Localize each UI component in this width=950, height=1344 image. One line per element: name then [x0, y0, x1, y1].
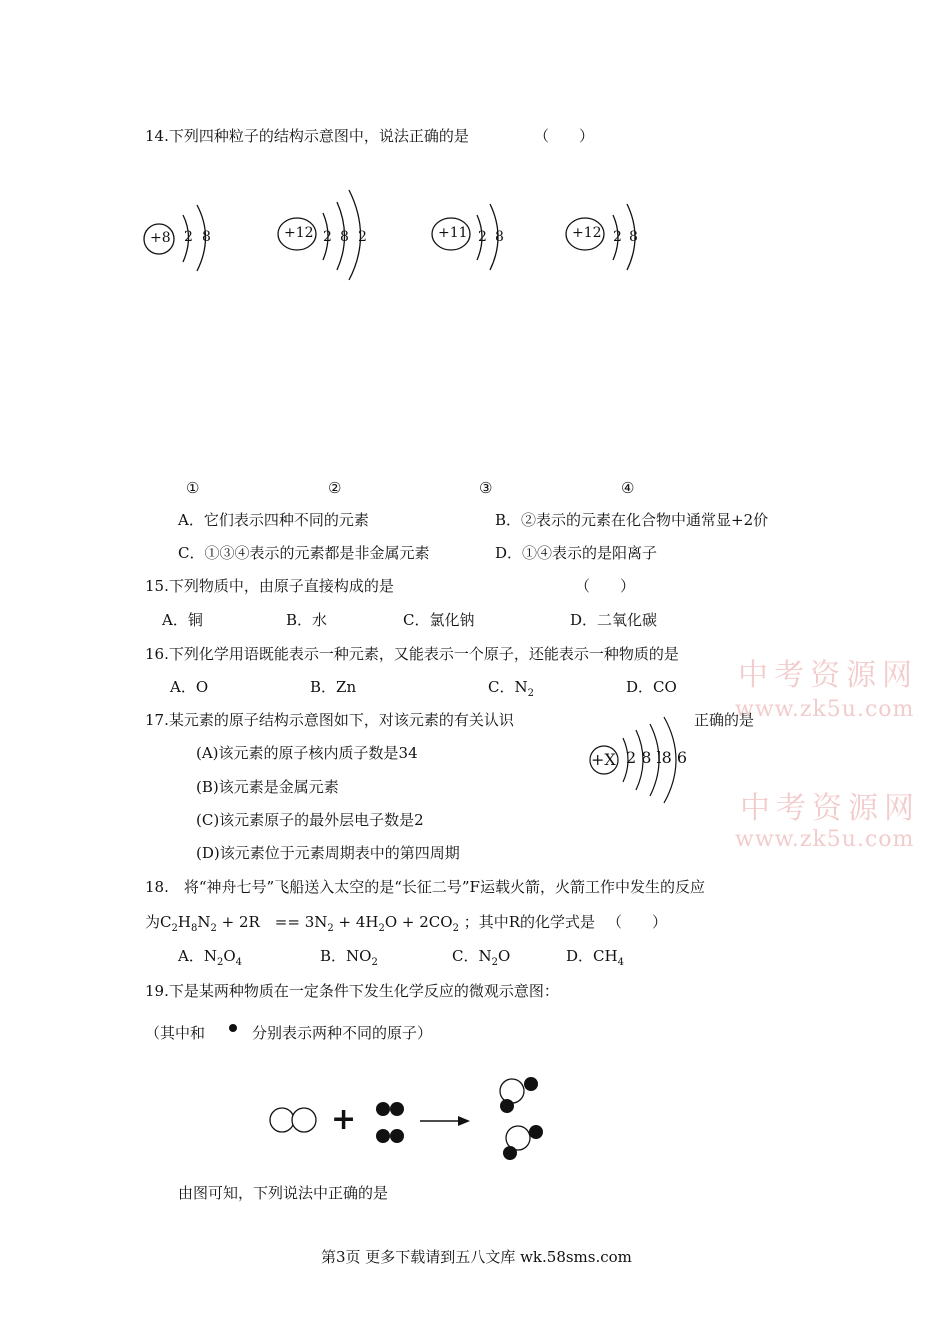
q17-title-tail: 正确的是 — [694, 711, 755, 729]
atom-4-shell-1: 2 — [613, 229, 622, 245]
q18-option-d-text: D．CH — [566, 947, 618, 965]
q17-option-a: (A)该元素的原子核内质子数是34 — [196, 744, 418, 762]
atom-3-nucleus: +11 — [438, 225, 468, 241]
q14-option-d: D．①④表示的是阳离子 — [495, 544, 658, 562]
atom-1-shell-2: 8 — [202, 229, 211, 245]
q14-option-c: C．①③④表示的元素都是非金属元素 — [178, 544, 430, 562]
q16-option-d: D．CO — [626, 678, 677, 696]
watermark-url-1: www.zk5u.com — [735, 697, 915, 722]
watermark-cn-1: 中考资源网 — [738, 658, 918, 693]
atom-1-label: ① — [186, 479, 200, 497]
q18-option-c: C．$N_2O$ — [452, 947, 511, 968]
q18-option-b-text: B．NO — [320, 947, 372, 965]
q17-option-d: (D)该元素位于元素周期表中的第四周期 — [196, 844, 460, 862]
reaction-plus: + — [331, 1102, 357, 1137]
q15-title: 15.下列物质中，由原子直接构成的是 — [145, 577, 394, 595]
q17-title: 17.某元素的原子结构示意图如下，对该元素的有关认识 — [145, 711, 514, 729]
q17-atom-nucleus: +X — [591, 750, 616, 769]
atom-2-shell-2: 8 — [340, 229, 349, 245]
q14-option-b: B．②表示的元素在化合物中通常显+2价 — [495, 511, 769, 529]
q18-option-b: B．$NO_2$ — [320, 947, 378, 968]
q15-answer-paren: （ ） — [575, 577, 636, 595]
q16-option-b: B．Zn — [310, 678, 357, 696]
q16-title: 16.下列化学用语既能表示一种元素，又能表示一个原子，还能表示一种物质的是 — [145, 645, 679, 663]
q18-answer-paren: （ ） — [607, 913, 668, 931]
atom-4-nucleus: +12 — [572, 225, 602, 241]
q18-option-c-text: C．N — [452, 947, 492, 965]
q15-option-d: D．二氧化碳 — [570, 611, 658, 629]
q19-conclusion: 由图可知，下列说法中正确的是 — [178, 1184, 389, 1202]
watermark-cn-2: 中考资源网 — [740, 791, 920, 826]
atom-2-shell-3: 2 — [358, 229, 367, 245]
q18-equation — [145, 912, 595, 939]
reaction-diagram — [270, 1077, 543, 1160]
q16-option-c — [488, 677, 534, 704]
q15-option-c: C．氯化钠 — [403, 611, 475, 629]
watermark-url-2: www.zk5u.com — [735, 827, 915, 852]
q17-option-b: (B)该元素是金属元素 — [196, 778, 339, 796]
q18-title: 18. 将“神舟七号”飞船送入太空的是“长征二号”F运载火箭，火箭工作中发生的反应 — [145, 878, 705, 896]
atom-1-shell-1: 2 — [184, 229, 193, 245]
q17-option-c: (C)该元素原子的最外层电子数是2 — [196, 811, 424, 829]
q15-option-a: A．铜 — [162, 611, 203, 629]
atom-2-label: ② — [328, 479, 342, 497]
q19-legend-prefix: （其中和 — [145, 1024, 206, 1042]
q16-option-a: A．O — [170, 678, 209, 696]
atom-3-shell-2: 8 — [495, 229, 504, 245]
q15-option-b: B．水 — [286, 611, 328, 629]
q18-option-a-text: A．N — [178, 947, 217, 965]
q14-answer-paren: （ ） — [534, 127, 595, 145]
atom-4-shell-2: 8 — [629, 229, 638, 245]
atom-4-label: ④ — [621, 479, 635, 497]
q18-eq-formula: $C_2H_8N_2 + 2R$ == $3N_2 + 4H_2O + 2CO_2$ — [160, 913, 459, 934]
q16-option-c-prefix: C．N — [488, 678, 528, 696]
black-atom-legend — [229, 1024, 237, 1032]
atom-2-shell-1: 2 — [323, 229, 332, 245]
q14-title: 14.下列四种粒子的结构示意图中，说法正确的是 — [145, 127, 469, 145]
atom-3-label: ③ — [479, 479, 493, 497]
atom-1-nucleus: +8 — [150, 230, 171, 246]
q14-option-a: A．它们表示四种不同的元素 — [178, 511, 369, 529]
q18-option-a: A．$N_2O_4$ — [178, 947, 243, 968]
page-footer: 第3页 更多下载请到五八文库 wk.58sms.com — [321, 1248, 632, 1266]
q19-title: 19.下是某两种物质在一定条件下发生化学反应的微观示意图： — [145, 982, 559, 1000]
atom-3-shell-1: 2 — [478, 229, 487, 245]
q17-atom-shells: 2 8 l8 6 — [626, 748, 688, 767]
atom-2-nucleus: +12 — [284, 225, 314, 241]
q19-legend-suffix: 分别表示两种不同的原子） — [252, 1024, 433, 1042]
q18-eq-tail: ；其中R的化学式是 — [463, 913, 596, 931]
q16-option-c-sub: 2 — [527, 688, 534, 699]
q18-option-d: D．$CH_4$ — [566, 947, 624, 968]
q18-eq-prefix: 为 — [145, 913, 161, 931]
